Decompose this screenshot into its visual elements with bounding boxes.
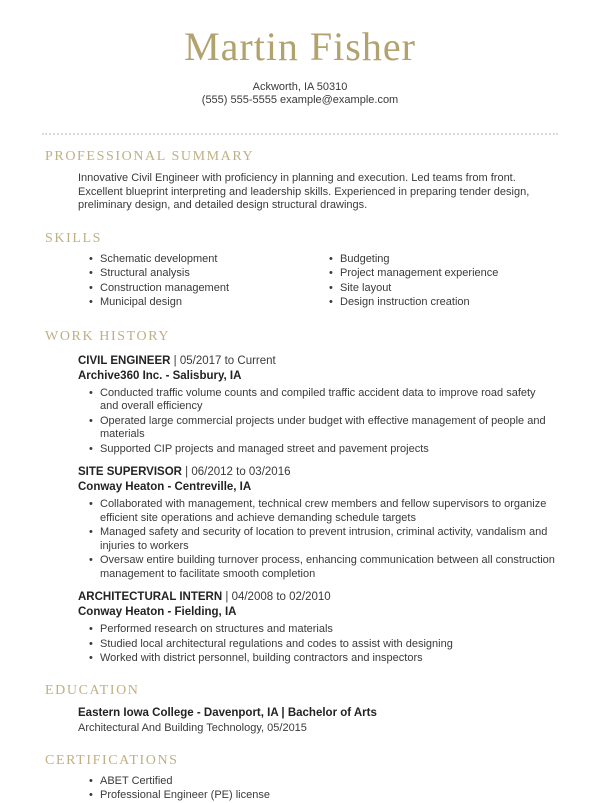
job-title-line [78,465,555,480]
section-professional-summary [45,148,555,213]
job-company: Conway Heaton - Centreville, IA [78,481,252,493]
job-bullet: • Supported CIP projects and managed street and pavement projects [78,443,555,457]
skill-item: • Construction management [78,282,318,296]
job-title-separator: | [170,354,180,367]
education-detail-line: Architectural And Building Technology, 05/2015 [78,721,307,734]
job-title-line [78,590,555,605]
contact-address: Ackworth, IA 50310 [252,81,348,93]
job-entry-civil-engineer [78,354,555,457]
job-entry-architectural-intern [78,590,555,666]
section-skills [45,230,555,311]
job-bullet: • Managed safety and security of location to prevent intrusion, criminal activity, vandalism and injuries to workers [78,526,555,553]
job-entry-site-supervisor [78,465,555,581]
job-title: CIVIL ENGINEER [78,354,171,367]
contact-phone-email: (555) 555-5555 example@example.com [201,94,399,106]
work-section-title: WORK HISTORY [45,328,171,344]
education-section-title: EDUCATION [45,682,140,698]
job-company: Conway Heaton - Fielding, IA [78,606,237,618]
summary-section-title: PROFESSIONAL SUMMARY [45,149,255,164]
job-bullet: • Performed research on structures and materials [78,623,555,637]
skills-section-title: SKILLS [45,230,103,246]
job-bullet: • Studied local architectural regulations and codes to assist with designing [78,638,555,652]
section-work-history [45,328,555,666]
job-title-separator: | [181,466,192,478]
job-bullet: • Oversaw entire building turnover process, enhancing communication between all construction management to facilitate smooth completion [78,554,555,581]
resume-header [0,0,600,107]
section-education [45,682,555,735]
certification-item: • ABET Certified [78,775,555,789]
job-bullet: • Conducted traffic volume counts and compiled traffic accident data to improve road safety and overall efficiency [78,387,555,414]
job-title: ARCHITECTURAL INTERN [78,591,223,603]
skill-item: • Site layout [318,282,498,296]
certification-item: • Professional Engineer (PE) license [78,789,555,803]
certifications-list [78,775,555,803]
skill-item: • Schematic development [78,253,318,267]
education-school-line: Eastern Iowa College - Davenport, IA | Bachelor of Arts [78,706,377,719]
job-bullet-list [78,387,555,457]
job-bullet-list [78,498,555,581]
job-dates: 05/2017 to Current [179,354,276,367]
skill-item: • Project management experience [318,267,498,281]
section-certifications [45,752,555,803]
job-company: Archive360 Inc. - Salisbury, IA [78,369,242,382]
job-bullet: • Operated large commercial projects under budget with effective management of people and materials [78,415,555,442]
skills-columns [78,253,555,311]
summary-text: Innovative Civil Engineer with proficiency in planning and execution. Led teams from front. Excellent blueprint interpreting and leadership skills. Experienced in preparing tender design, preliminary design, and detailed design structural drawings. [78,172,530,211]
candidate-name: Martin Fisher [184,24,416,69]
contact-block [0,81,600,107]
skills-column-left [78,253,318,311]
certifications-section-title: CERTIFICATIONS [45,752,179,768]
skills-column-right [318,253,498,311]
job-bullet-list [78,623,555,666]
job-bullet: • Worked with district personnel, building contractors and inspectors [78,652,555,666]
job-dates: 06/2012 to 03/2016 [191,466,291,478]
header-divider [42,133,558,135]
job-title-separator: | [222,591,232,603]
skill-item: • Budgeting [318,253,498,267]
job-bullet: • Collaborated with management, technical crew members and fellow supervisors to organize efficient site operations and achieve demanding schedule targets [78,498,555,525]
skill-item: • Structural analysis [78,267,318,281]
job-title: SITE SUPERVISOR [78,466,182,478]
skill-item: • Design instruction creation [318,296,498,310]
skill-item: • Municipal design [78,296,318,310]
job-title-line [78,354,555,369]
job-dates: 04/2008 to 02/2010 [231,591,331,603]
